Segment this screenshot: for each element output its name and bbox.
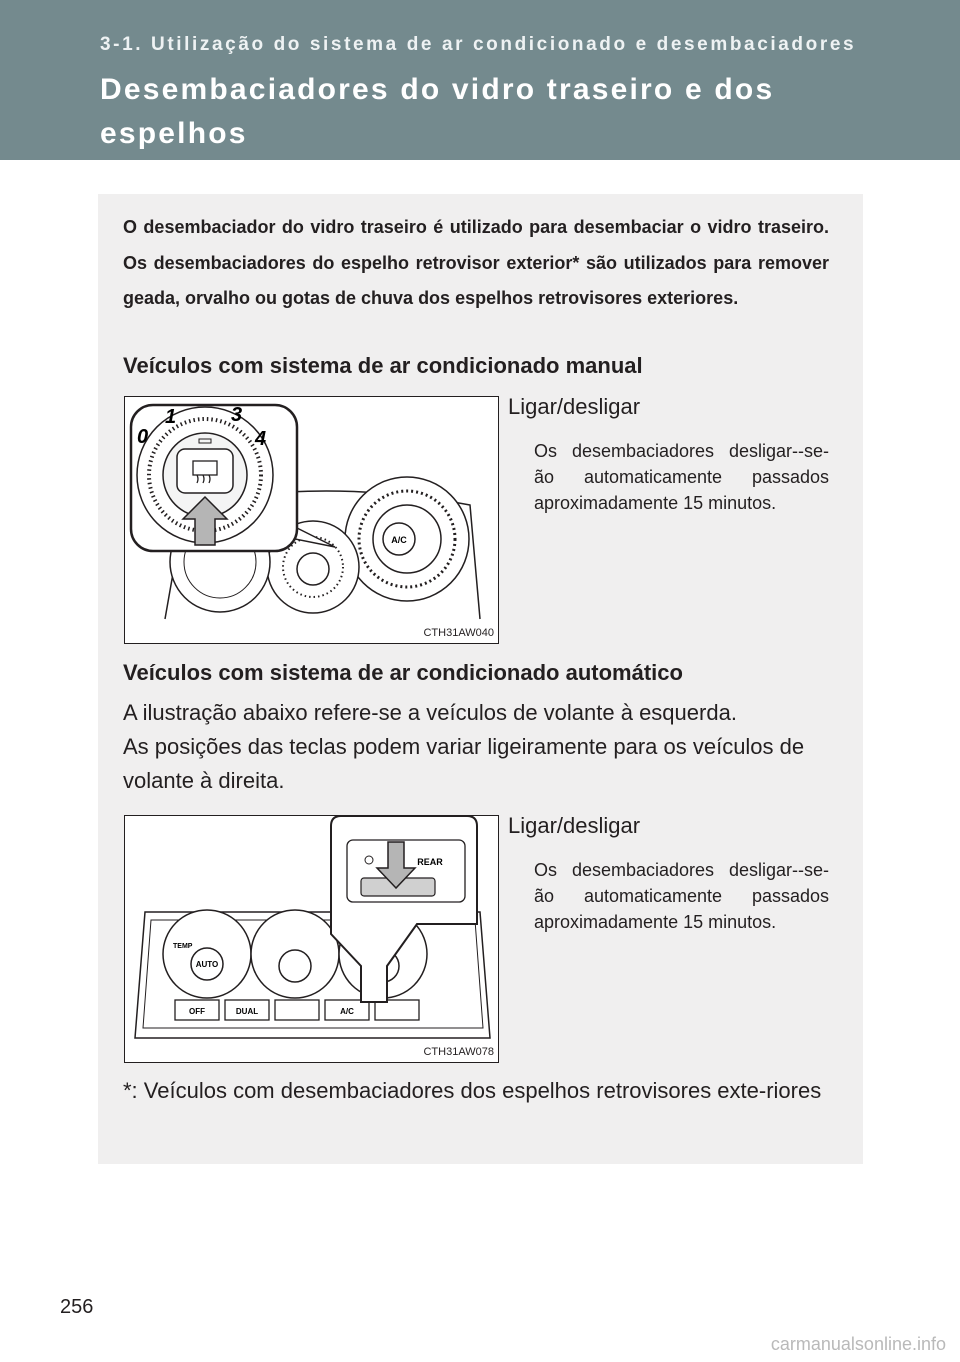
automatic-step-text: Os desembaciadores desligar--se-ão automaticamente passados aproximadamente 15 minutos. [534,860,829,932]
manual-step-title: Ligar/desligar [508,394,641,419]
auto-label: AUTO [195,960,219,969]
manual-ac-heading: Veículos com sistema de ar condicionado manual [123,353,643,378]
watermark: carmanualsonline.info [770,1334,946,1354]
manual-ac-illustration [125,397,498,643]
temp-label: TEMP [173,943,193,950]
page-title [100,68,900,200]
automatic-note-1: A ilustração abaixo refere-se a veículos de volante à esquerda. [123,700,737,725]
dial-digit-1: 1 [165,406,177,428]
off-button-label: OFF [189,1007,205,1016]
page-title-line-2: retrovisores exteriores [100,161,476,194]
dial-digit-4: 4 [255,428,267,450]
dial-digit-3: 3 [231,404,243,426]
dial-digit-0: 0 [137,426,149,448]
dual-button-label: DUAL [235,1007,259,1016]
section-label: 3-1. Utilização do sistema de ar condicionado e desembaciadores [100,34,857,55]
page-number: 256 [60,1296,94,1318]
manual-step-text: Os desembaciadores desligar--se-ão automaticamente passados aproximadamente 15 minutos. [534,441,829,513]
figure-code: CTH31AW078 [423,1046,494,1058]
page-title-line-1: Desembaciadores do vidro traseiro e dos espelhos [100,73,775,150]
rear-label: REAR [417,857,443,867]
ac-button-label: A/C [340,1007,354,1016]
page-header [0,0,960,194]
automatic-note-2: As posições das teclas podem variar ligeiramente para os veículos de volante à direita. [123,734,805,793]
manual-ac-figure [124,396,499,644]
automatic-ac-heading: Veículos com sistema de ar condicionado automático [123,660,683,685]
footnote: *: Veículos com desembaciadores dos espelhos retrovisores exte-riores [123,1078,822,1103]
automatic-step-title: Ligar/desligar [508,813,641,838]
ac-label: A/C [391,535,407,545]
figure-code: CTH31AW040 [423,627,494,639]
automatic-ac-illustration [125,816,498,1062]
intro-paragraph: O desembaciador do vidro traseiro é utilizado para desembaciar o vidro traseiro. Os desembaciadores do espelho retrovisor exterior* são utilizados para remover geada, orvalho ou gotas de chuva dos espelhos retrovisores exteriores. [123,217,829,308]
automatic-ac-figure [124,815,499,1063]
